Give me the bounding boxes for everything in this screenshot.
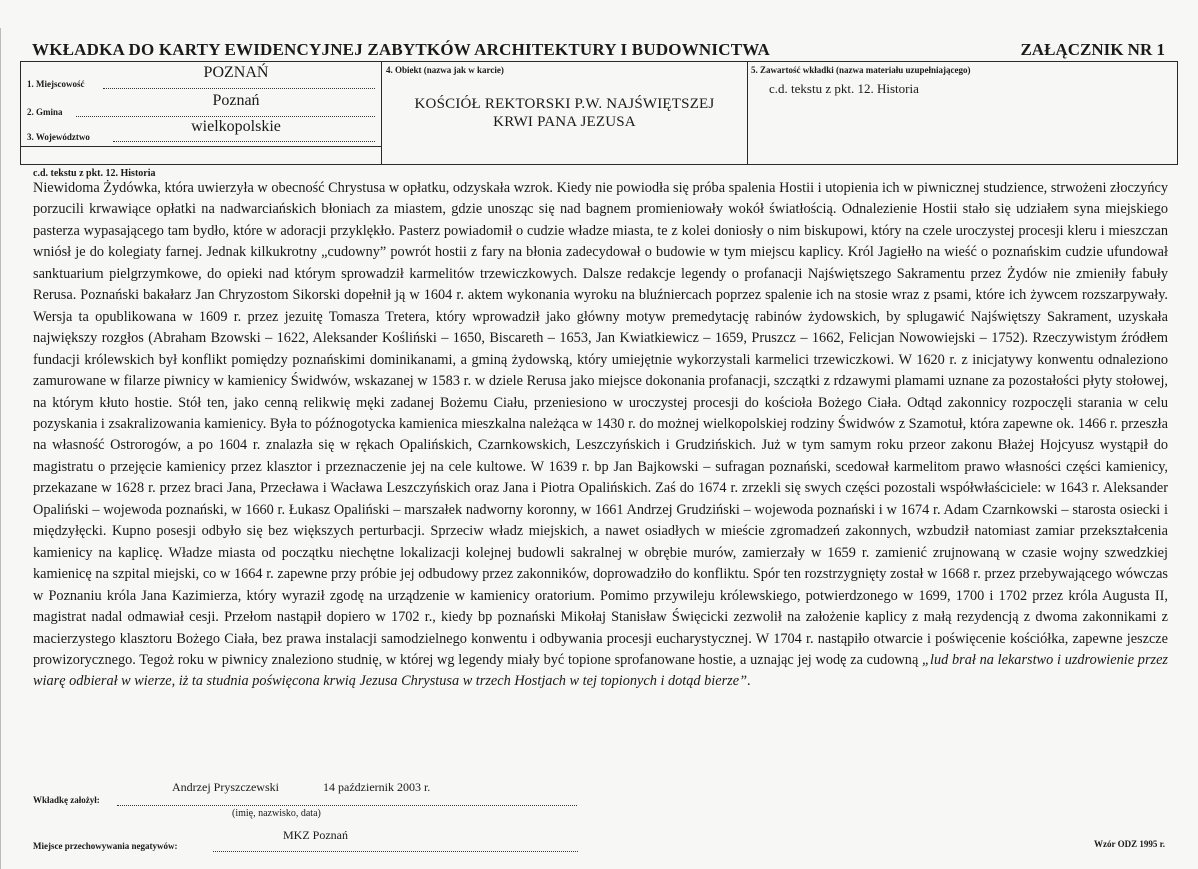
table-divider [747, 62, 748, 164]
history-quote: „lud brał na lekarstwo i uzdrowienie przez wiarę odbierał w wierze, iż ta studnia poświęcona krwią Jezusa Chrystusa w trzech Hostjach w tej topionych i dotąd bierze” [33, 651, 1168, 690]
municipality-value: Poznań [212, 92, 260, 109]
identification-table [20, 61, 1178, 165]
history-text [33, 178, 1168, 693]
voivodeship-label: 3. Województwo [27, 132, 90, 142]
author-label: Wkładkę założył: [33, 795, 100, 805]
author-hint: (imię, nazwisko, data) [232, 808, 321, 819]
contents-value: c.d. tekstu z pkt. 12. Historia [769, 81, 919, 96]
voivodeship-value: wielkopolskie [191, 118, 281, 135]
form-title: WKŁADKA DO KARTY EWIDENCYJNEJ ZABYTKÓW ARCHITEKTURY I BUDOWNICTWA [32, 40, 771, 59]
annex-number: ZAŁĄCZNIK NR 1 [1020, 40, 1165, 59]
object-name-line2: KRWI PANA JEZUSA [493, 114, 636, 130]
history-body: Niewidoma Żydówka, która uwierzyła w obecność Chrystusa w opłatku, odzyskała wzrok. Kiedy nie powiodła się próba spalenia Hostii i utopienia ich w piwnicznej studzience, strwożeni złoczyńcy porzucili krwawiące opłatki na nadwarciańskich błoniach za miastem, gdzie unosząc się nad bagnem promieniowały wokół światłością. Odnalezienie Hostii stało się udziałem syna miejskiego pasterza wypasającego tam bydło, które w adoracji przyklękło. Pasterz powiadomił o cudzie władze miasta, te z kolei doniosły o nim biskupowi, który na czele uroczystej procesji kleru i mieszczan wniósł je do kolegiaty farnej. Jednak kilkukrotny „cudowny” powrót hostii z fary na błonia zadecydował o budowie w tym miejscu kaplicy. Król Jagiełło na wieść o poznańskim cudzie ufundował sanktuarium pielgrzymkowe, do opieki nad którym sprowadził karmelitów trzewiczkowych. Dalsze redakcje legendy o profanacji Najświętszego Sakramentu przez Żydów nie zmieniły fabuły Rerusa. Poznański bakałarz Jan Chryzostom Sikorski dopełnił ją w 1604 r. aktem wykonania wyroku na bluźniercach poprzez spalenie ich na stosie wraz z psami, które ich żywcem rozszarpywały. Wersja ta opublikowana w 1609 r. przez jezuitę Tomasza Tretera, który wprowadził jako główny motyw premedytację rabinów żydowskich, by splugawić Najświętszy Sakrament, uzyskała największy rozgłos (Abraham Bzowski – 1622, Aleksander Kośliński – 1650, Biscareth – 1653, Jan Kwiatkiewicz – 1659, Pruszcz – 1662, Felicjan Nowowiejski – 1752). Rzeczywistym źródłem fundacji królewskich był konflikt pomiędzy poznańskimi dominikanami, a gminą żydowską, który umiejętnie wykorzystali karmelici trzewiczkowi. W 1620 r. z inicjatywy konwentu odnaleziono zamurowane w filarze piwnicy w kamienicy Świdwów, wskazanej w 1583 r. w dziele Rerusa jako miejsce dokonania profanacji, szczątki z rdzawymi plamami uznane za pozostałości płyty stołowej, na którym kłuto hostie. Stół ten, jako cenną relikwię męki zadanej Bożemu Ciału, przeniesiono w uroczystej procesji do kościoła Bożego Ciała. Odtąd zakonnicy rozpoczęli starania w celu pozyskania i zsakralizowania kamienicy. Była to późnogotycka kamienica mieszkalna należąca w 1430 r. do możnej wielkopolskiej rodziny Świdwów z Szamotuł, która zapewne ok. 1466 r. przeszła na własność Ostrorogów, a po 1604 r. znalazła się w rękach Opalińskich, Czarnkowskich, Leszczyńskich i Grudzińskich. Już w tym samym roku przeor zakonu Błażej Hojcyusz wystąpił do magistratu o przejęcie kamienicy przez klasztor i przeznaczenie jej na cele kultowe. W 1639 r. bp Jan Bajkowski – sufragan poznański, scedował karmelitom prawo własności części kamienicy, przekazane w 1628 r. przez braci Jana, Przecława i Wacława Leszczyńskich oraz Jana i Piotra Opalińskich. Zaś do 1674 r. zrzekli się swych części pozostali współwłaściciele: w 1643 r. Aleksander Opaliński – wojewoda poznański, w 1660 r. Łukasz Opaliński – marszałek nadworny koronny, w 1661 Andrzej Grudziński – wojewoda poznański i w 1674 r. Adam Czarnkowski – starosta osiecki i międzyłęcki. Kupno posesji odbyło się bez większych perturbacji. Sprzeciw władz miejskich, a nawet osiadłych w mieście zgromadzeń zakonnych, wzbudził natomiast zamiar przekształcenia kamienicy na kaplicę. Władze miasta od początku niechętne lokalizacji kolejnej budowli sakralnej w obrębie murów, zamierzały w 1659 r. zamienić zrujnowaną w czasie wojny szwedzkiej kamienicę na szpital miejski, co w 1664 r. zapewne przy próbie jej odbudowy przez zakonników, doprowadziło do konfliktu. Spór ten rozstrzygnięty został w 1668 r. przez przebywającego wówczas w Poznaniu króla Jana Kazimierza, który wyraził zgodę na urządzenie w kamienicy oratorium. Pomimo przywileju królewskiego, potwierdzonego w 1699, 1700 i 1702 przez króla Augusta II, magistrat nadal odmawiał cesji. Przełom nastąpił dopiero w 1702 r., kiedy bp poznański Mikołaj Stanisław Święcicki zezwolił na założenie kaplicy z małą rezydencją z dwoma zakonnikami z macierzystego klasztoru Bożego Ciała, bez prawa instalacji samodzielnego konwentu i odbywania procesji eucharystycznej. W 1704 r. nastąpiło otwarcie i poświęcenie kościółka, zapewne jeszcze prowizorycznego. Tegoż roku w piwnicy znaleziono studnię, w której wg legendy miały być topione sprofanowane hostie, a uznając jej wodę za cudowną [33, 180, 1168, 668]
form-model: Wzór ODZ 1995 r. [1094, 839, 1165, 849]
author-date: 14 październik 2003 r. [323, 780, 431, 794]
contents-label: 5. Zawartość wkładki (nazwa materiału uzupełniającego) [751, 65, 971, 75]
negatives-label: Miejsce przechowywania negatywów: [33, 841, 178, 851]
section-heading: c.d. tekstu z pkt. 12. Historia [33, 168, 156, 179]
author-name: Andrzej Pryszczewski [172, 780, 279, 794]
municipality-label: 2. Gmina [27, 107, 63, 117]
municipality-dotted-line [76, 116, 375, 117]
history-end: . [747, 673, 751, 690]
negatives-dotted-line [213, 851, 578, 852]
table-row-divider [21, 146, 381, 147]
author-dotted-line [117, 805, 577, 806]
object-name [382, 95, 747, 131]
place-value: POZNAŃ [203, 64, 269, 81]
place-label: 1. Miejscowość [27, 79, 85, 89]
object-label: 4. Obiekt (nazwa jak w karcie) [386, 65, 504, 75]
object-name-line1: KOŚCIÓŁ REKTORSKI P.W. NAJŚWIĘTSZEJ [414, 96, 715, 112]
place-dotted-line [103, 88, 375, 89]
negatives-value: MKZ Poznań [283, 828, 348, 842]
voivodeship-dotted-line [113, 141, 375, 142]
page-edge [0, 28, 1, 869]
